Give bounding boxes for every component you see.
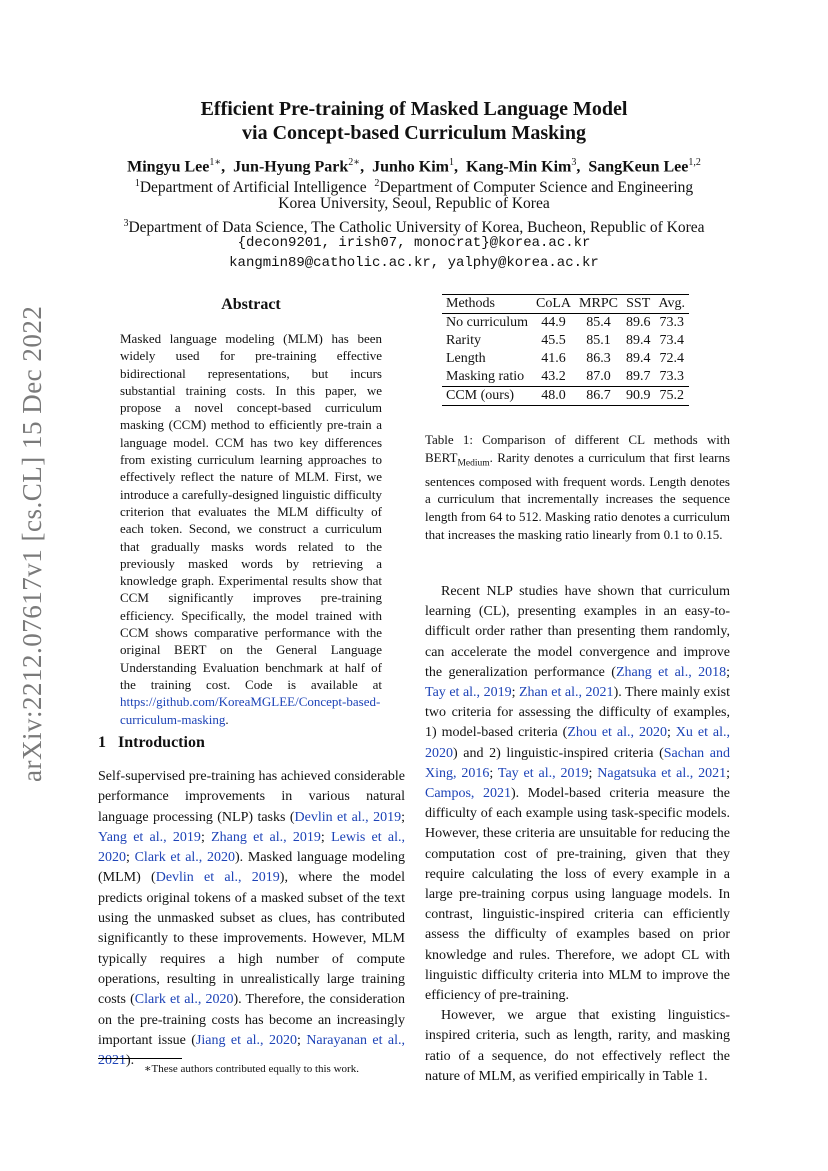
text-run: ;: [726, 664, 730, 680]
author: SangKeun Lee: [588, 158, 689, 176]
table-cell: 72.4: [659, 351, 684, 366]
code-link[interactable]: https://github.com/KoreaMGLEE/Concept-based-curriculum-masking: [120, 694, 381, 727]
table-header: Methods: [442, 295, 532, 314]
citation-link[interactable]: Zhang et al., 2018: [615, 664, 727, 680]
affiliation: Department of Artificial Intelligence: [139, 179, 367, 197]
table-cell: 48.0: [532, 387, 575, 406]
author: Jun-Hyung Park: [233, 158, 349, 176]
author: Junho Kim: [372, 158, 449, 176]
author-affil-mark: 1∗: [209, 157, 222, 168]
affiliation-line-2: Korea University, Seoul, Republic of Korea: [278, 195, 550, 212]
table-cell: Masking ratio: [446, 369, 525, 384]
text-run: ;: [666, 725, 676, 741]
citation-link[interactable]: Tay et al., 2019: [425, 685, 512, 701]
table-cell: 85.4: [586, 315, 611, 330]
caption-subscript: Medium: [457, 458, 490, 469]
citation-link[interactable]: Jiang et al., 2020: [195, 1032, 297, 1048]
table-cell: Length: [446, 351, 486, 366]
citation-link[interactable]: Sachan and Xing, 2016: [425, 745, 730, 781]
citation-link[interactable]: Devlin et al., 2019: [294, 809, 402, 825]
section-number: 1: [98, 734, 106, 751]
text-run: ;: [200, 829, 212, 845]
abstract-heading: Abstract: [221, 296, 281, 313]
paragraph: However, we argue that existing linguistics-inspired criteria, such as length, rarity, and masking ratio of a sequence, do not effectively reflect the nature of MLM, as verified empirically in Table 1.: [425, 1008, 730, 1084]
email-line-2: kangmin89@catholic.ac.kr, yalphy@korea.ac.kr: [229, 255, 599, 271]
email-line-1: {decon9201, irish07, monocrat}@korea.ac.kr: [237, 235, 591, 251]
paragraph: [425, 582, 730, 1006]
table-cell: 73.4: [659, 333, 684, 348]
text-run: ;: [126, 850, 135, 866]
table-header: CoLA: [532, 295, 575, 314]
footnote-rule: [98, 1058, 182, 1059]
table-cell: 87.0: [586, 369, 611, 384]
table-cell: 41.6: [541, 351, 566, 366]
citation-link[interactable]: Lewis et al., 2020: [98, 829, 406, 866]
text-run: ). Therefore, the consideration on the pre-training costs has become an increasingly important issue (: [98, 992, 405, 1048]
table-cell: 45.5: [541, 333, 566, 348]
affil-mark: 1: [134, 178, 140, 189]
text-run: ;: [726, 765, 731, 781]
abstract-text: [120, 330, 382, 728]
affil-mark: 3: [123, 218, 129, 229]
table-cell: 89.4: [625, 351, 651, 366]
text-run: Self-supervised pre-training has achieved considerable performance improvements in various natural language processing (NLP) tasks (: [98, 769, 405, 825]
citation-link[interactable]: Clark et al., 2020: [134, 850, 236, 866]
text-run: ;: [588, 765, 598, 781]
text-run: ) and 2) linguistic-inspired criteria (: [453, 745, 664, 761]
affiliation: Department of Data Science, The Catholic University of Korea, Bucheon, Republic of Korea: [128, 219, 705, 237]
table-cell: No curriculum: [446, 315, 529, 330]
right-column-text: [425, 582, 730, 1087]
text-run: ).: [126, 1053, 135, 1069]
table-cell: CCM (ours): [442, 387, 532, 406]
title-line-1: Efficient Pre-training of Masked Language Model: [200, 98, 628, 120]
table-row: [442, 387, 689, 406]
author-affil-mark: 3: [571, 157, 577, 168]
footnote: ∗These authors contributed equally to this work.: [144, 1063, 359, 1075]
arxiv-identifier: arXiv:2212.07617v1 [cs.CL] 15 Dec 2022: [17, 305, 47, 782]
text-run: ). Masked language modeling (MLM) (: [98, 850, 406, 886]
table-header: SST: [622, 295, 655, 314]
citation-link[interactable]: Tay et al., 2019: [497, 765, 589, 781]
table-cell: Rarity: [446, 333, 481, 348]
table-cell: 90.9: [622, 387, 655, 406]
table-cell: 73.3: [659, 369, 684, 384]
table-cell: 43.2: [541, 369, 566, 384]
author: Kang-Min Kim: [466, 158, 572, 176]
author-affil-mark: 1,2: [688, 157, 701, 168]
table-cell: 89.6: [625, 315, 651, 330]
text-run: ;: [401, 809, 405, 825]
citation-link[interactable]: Zhan et al., 2021: [519, 685, 614, 701]
text-run: ). Model-based criteria measure the difficulty of each example using task-specific models. However, these criteria are unsuitable for reducing the computation cost of pre-training, given that they require calculating the loss of every example in a large pre-training corpus using language models. In contrast, linguistic-inspired criteria can efficiently assess the difficulty of examples based on prior knowledge and rules. Therefore, we adopt CL with linguistic difficulty criteria into MLM to improve the efficiency of pre-training.: [425, 786, 730, 1004]
author-list: Mingyu Lee$^{1∗}$, Jun-Hyung Park$^{2∗}$, Junho Kim$^1$, Kang-Min Kim$^3$, SangKeun Lee$^{1,2}$: [127, 157, 701, 176]
text-run: ;: [511, 685, 519, 701]
section-title: Introduction: [118, 734, 205, 751]
table-header-row: [442, 295, 689, 314]
table-row: [442, 350, 689, 368]
caption-text: . Rarity denotes a curriculum that first learns sentences composed with frequent words. Length denotes a curriculum that incrementally increases the sequence length from 64 to 512. Masking ratio denotes a curriculum that increases the masking ratio linearly from 0.1 to 0.15.: [425, 449, 730, 542]
citation-link[interactable]: Devlin et al., 2019: [155, 870, 280, 886]
text-run: ;: [489, 765, 498, 781]
citation-link[interactable]: Yang et al., 2019: [98, 829, 201, 845]
table-row: [442, 368, 689, 387]
text-run: Recent NLP studies have shown that curriculum learning (CL), presenting examples in an easy-to-difficult order rather than presenting them randomly, can accelerate the model convergence and improve the generalization performance (: [425, 584, 730, 680]
abstract-end: .: [225, 711, 229, 727]
table-cell: 89.7: [625, 369, 651, 384]
text-run: ), where the model predicts original tokens of a masked subset of the text using the unmasked subset as clues, has contributed significantly to these improvements. However, MLM typically requires a high number of compute operations, resulting in unrealistically large training costs (: [98, 870, 406, 1008]
abstract-body: Masked language modeling (MLM) has been widely used for pre-training effective bidirectional representations, but incurs substantial training costs. In this paper, we propose a novel concept-based curriculum masking (CCM) method to efficiently pre-train a language model. CCM has two key differences from existing curriculum learning approaches to effectively reflect the nature of MLM. First, we introduce a carefully-designed linguistic difficulty criterion that evaluates the MLM difficulty of each token. Second, we construct a curriculum that gradually masks words related to the previously masked words by retrieving a knowledge graph. Experimental results show that CCM significantly improves pre-training efficiency. Specifically, the model trained with CCM shows comparative performance with the original BERT on the General Language Understanding Evaluation benchmark at half of the training cost. Code is available at: [120, 331, 382, 692]
citation-link[interactable]: Narayanan et al., 2021: [98, 1032, 405, 1069]
table-header: MRPC: [575, 295, 622, 314]
results-table: [442, 294, 689, 406]
section-heading: [98, 734, 205, 752]
table-cell: 75.2: [654, 387, 689, 406]
citation-link[interactable]: Clark et al., 2020: [134, 992, 234, 1008]
paper-title: [0, 97, 828, 145]
table-row: [442, 314, 689, 333]
author: Mingyu Lee: [127, 158, 210, 176]
author-affil-mark: 1: [449, 157, 454, 168]
title-line-2: via Concept-based Curriculum Masking: [242, 122, 586, 144]
citation-link[interactable]: Xu et al., 2020: [425, 725, 731, 761]
affiliation: Department of Computer Science and Engineering: [379, 179, 694, 197]
citation-link[interactable]: Campos, 2021: [425, 786, 511, 802]
table-header: Avg.: [654, 295, 689, 314]
caption-prefix: Table 1: Comparison of different CL methods with BERT: [425, 432, 730, 465]
table-cell: 73.3: [659, 315, 684, 330]
table-cell: 89.4: [625, 333, 651, 348]
affil-mark: 2: [374, 178, 380, 189]
table-cell: 86.7: [575, 387, 622, 406]
citation-link[interactable]: Zhang et al., 2019: [211, 829, 321, 845]
table-caption: [425, 431, 730, 543]
table-row: [442, 332, 689, 350]
text-run: ). There mainly exist two criteria for assessing the difficulty of examples, 1) model-based criteria (: [425, 685, 731, 741]
text-run: ;: [320, 829, 332, 845]
table-cell: 86.3: [586, 351, 611, 366]
intro-paragraph: [98, 767, 405, 1071]
text-run: ;: [296, 1032, 307, 1048]
citation-link[interactable]: Zhou et al., 2020: [567, 725, 667, 741]
citation-link[interactable]: Nagatsuka et al., 2021: [597, 765, 727, 781]
table-cell: 44.9: [541, 315, 566, 330]
table-cell: 85.1: [586, 333, 611, 348]
author-affil-mark: 2∗: [348, 157, 361, 168]
